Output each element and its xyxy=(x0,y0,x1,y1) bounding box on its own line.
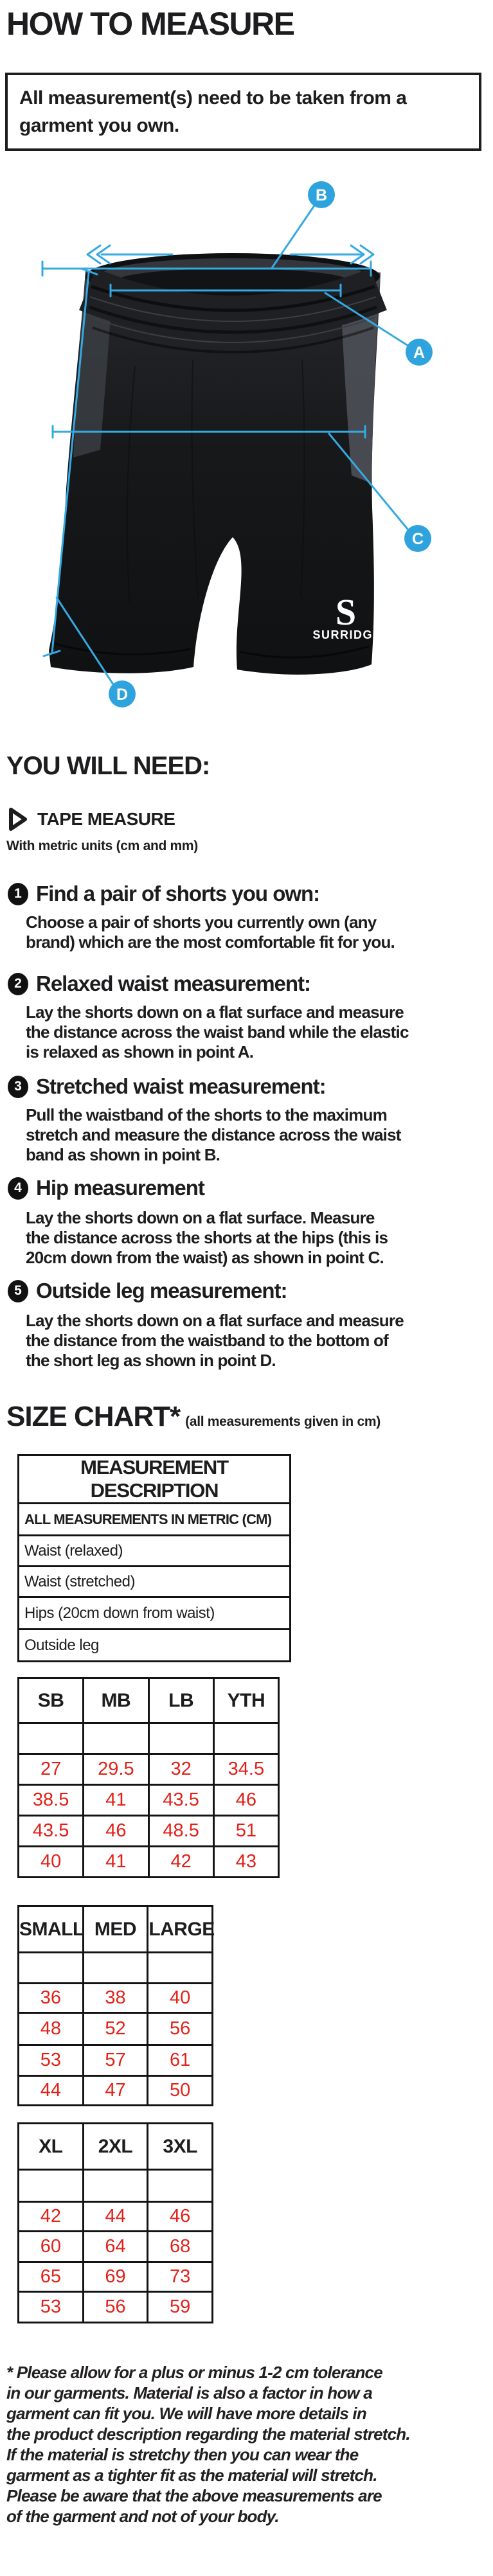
shorts-graphic xyxy=(49,253,382,675)
measurement-row: Waist (relaxed) xyxy=(19,1536,291,1567)
step-body-line: Choose a pair of shorts you currently own (any xyxy=(26,912,377,932)
step-3-number-badge: 3 xyxy=(8,1076,28,1098)
step-1-body xyxy=(26,912,395,952)
size-cell: 61 xyxy=(148,2045,213,2076)
disclaimer-text xyxy=(6,2362,410,2527)
size-cell: 52 xyxy=(83,2013,148,2045)
step-5-title: Outside leg measurement: xyxy=(36,1279,287,1302)
measurement-row: Outside leg xyxy=(19,1630,291,1662)
tape-measure-label: TAPE MEASURE xyxy=(37,809,175,829)
size-cell-empty xyxy=(19,1953,84,1984)
size-cell: 50 xyxy=(148,2076,213,2106)
size-cell-empty xyxy=(84,1723,148,1754)
step-body-line: Lay the shorts down on a flat surface and measure xyxy=(26,1002,404,1022)
notice-line: All measurement(s) need to be taken from a xyxy=(19,87,407,109)
size-cell: 43.5 xyxy=(148,1785,213,1816)
disclaimer-line: garment can fit you. We will have more details in xyxy=(6,2404,366,2423)
size-cell: 47 xyxy=(83,2076,148,2106)
size-cell: 56 xyxy=(83,2292,148,2323)
size-cell: 68 xyxy=(148,2232,213,2262)
disclaimer-line: garment as a tighter fit as the material will stretch. xyxy=(6,2465,377,2485)
size-col-header: MB xyxy=(84,1678,148,1723)
size-cell: 48.5 xyxy=(148,1816,213,1847)
size-chart-subtitle: (all measurements given in cm) xyxy=(185,1414,381,1429)
size-cell: 46 xyxy=(148,2202,213,2232)
size-cell: 59 xyxy=(148,2292,213,2323)
size-table-xl xyxy=(17,2122,213,2323)
size-cell: 48 xyxy=(19,2013,84,2045)
brand-wordmark: SURRIDGE xyxy=(312,628,382,641)
step-1-heading xyxy=(8,882,319,906)
size-cell: 64 xyxy=(83,2232,148,2262)
step-body-line: 20cm down from the waist) as shown in point C. xyxy=(26,1248,384,1267)
size-cell-empty xyxy=(213,1723,278,1754)
step-body-line: Lay the shorts down on a flat surface. Measure xyxy=(26,1208,375,1227)
size-col-header: YTH xyxy=(213,1678,278,1723)
size-cell-empty xyxy=(83,1953,148,1984)
table-header-cell: MEASUREMENT DESCRIPTION xyxy=(19,1455,291,1504)
size-cell-empty xyxy=(148,2170,213,2202)
size-cell: 40 xyxy=(148,1984,213,2013)
size-cell: 34.5 xyxy=(213,1754,278,1785)
point-d-label: D xyxy=(116,686,129,704)
step-body-line: the short leg as shown in point D. xyxy=(26,1351,276,1370)
measurement-row: Waist (stretched) xyxy=(19,1567,291,1597)
size-cell: 65 xyxy=(19,2262,84,2292)
step-4-title: Hip measurement xyxy=(36,1176,204,1200)
size-cell: 29.5 xyxy=(84,1754,148,1785)
size-cell: 44 xyxy=(19,2076,84,2106)
size-col-header: MED xyxy=(83,1906,148,1953)
size-cell-empty xyxy=(83,2170,148,2202)
size-cell: 27 xyxy=(19,1754,84,1785)
point-a-label: A xyxy=(413,344,426,362)
size-cell: 43.5 xyxy=(19,1816,84,1847)
step-4-body xyxy=(26,1208,388,1268)
size-cell: 57 xyxy=(83,2045,148,2076)
step-body-line: stretch and measure the distance across the waist xyxy=(26,1125,401,1144)
size-cell-empty xyxy=(19,1723,84,1754)
step-1-title: Find a pair of shorts you own: xyxy=(36,882,320,905)
size-cell: 51 xyxy=(213,1816,278,1847)
size-chart-heading xyxy=(6,1401,381,1433)
shorts-diagram xyxy=(0,154,493,720)
size-table-adult xyxy=(17,1905,213,2106)
size-col-header: 3XL xyxy=(148,2124,213,2170)
disclaimer-line: If the material is stretchy then you can wear the xyxy=(6,2445,359,2464)
size-col-header: SB xyxy=(19,1678,84,1723)
step-4-number-badge: 4 xyxy=(8,1177,28,1200)
notice-line: garment you own. xyxy=(19,115,179,136)
step-4-heading xyxy=(8,1176,204,1200)
disclaimer-line: Please be aware that the above measurements are xyxy=(6,2486,382,2505)
size-cell: 53 xyxy=(19,2045,84,2076)
step-body-line: band as shown in point B. xyxy=(26,1145,220,1164)
disclaimer-line: of the garment and not of your body. xyxy=(6,2507,279,2526)
point-b-label: B xyxy=(315,186,328,204)
point-c-label: C xyxy=(411,530,424,548)
size-cell: 41 xyxy=(84,1785,148,1816)
size-chart-title: SIZE CHART* xyxy=(6,1401,181,1432)
table-subheader-cell: ALL MEASUREMENTS IN METRIC (CM) xyxy=(19,1504,291,1536)
step-body-line: the distance across the waist band while the elastic xyxy=(26,1022,409,1042)
disclaimer-line: the product description regarding the material stretch. xyxy=(6,2424,410,2444)
disclaimer-line: in our garments. Material is also a factor in how a xyxy=(6,2383,372,2403)
size-cell: 60 xyxy=(19,2232,84,2262)
step-3-body xyxy=(26,1105,401,1165)
step-body-line: the distance from the waistband to the bottom of xyxy=(26,1331,388,1350)
tape-measure-item xyxy=(8,807,175,831)
step-5-heading xyxy=(8,1279,287,1303)
step-2-number-badge: 2 xyxy=(8,973,28,995)
step-3-title: Stretched waist measurement: xyxy=(36,1074,326,1098)
step-3-heading xyxy=(8,1074,326,1099)
disclaimer-line: * Please allow for a plus or minus 1-2 cm tolerance xyxy=(6,2363,382,2382)
size-cell: 32 xyxy=(148,1754,213,1785)
tape-measure-note: With metric units (cm and mm) xyxy=(6,839,198,853)
size-col-header: SMALL xyxy=(19,1906,84,1953)
size-cell: 42 xyxy=(148,1847,213,1878)
step-body-line: is relaxed as shown in point A. xyxy=(26,1042,254,1061)
notice-box xyxy=(5,73,481,151)
step-1-number-badge: 1 xyxy=(8,883,28,905)
step-body-line: Lay the shorts down on a flat surface and measure xyxy=(26,1311,404,1330)
size-cell-empty xyxy=(148,1953,213,1984)
size-col-header: XL xyxy=(19,2124,84,2170)
step-2-body xyxy=(26,1002,409,1062)
step-2-heading xyxy=(8,972,310,996)
step-body-line: the distance across the shorts at the hips (this is xyxy=(26,1228,388,1247)
size-cell: 44 xyxy=(83,2202,148,2232)
size-cell: 73 xyxy=(148,2262,213,2292)
size-col-header: 2XL xyxy=(83,2124,148,2170)
measurement-description-table xyxy=(17,1454,291,1662)
size-cell-empty xyxy=(148,1723,213,1754)
size-cell: 38 xyxy=(83,1984,148,2013)
you-will-need-heading: YOU WILL NEED: xyxy=(6,752,210,780)
size-cell: 69 xyxy=(83,2262,148,2292)
size-cell: 46 xyxy=(213,1785,278,1816)
size-cell: 40 xyxy=(19,1847,84,1878)
size-cell: 38.5 xyxy=(19,1785,84,1816)
size-table-youth xyxy=(17,1677,280,1878)
size-cell: 53 xyxy=(19,2292,84,2323)
step-5-body xyxy=(26,1311,404,1371)
measurement-row: Hips (20cm down from waist) xyxy=(19,1597,291,1630)
brand-monogram: S xyxy=(335,591,357,633)
size-col-header: LARGE xyxy=(148,1906,213,1953)
size-cell-empty xyxy=(19,2170,84,2202)
step-body-line: brand) which are the most comfortable fit for you. xyxy=(26,932,395,952)
size-col-header: LB xyxy=(148,1678,213,1723)
step-2-title: Relaxed waist measurement: xyxy=(36,972,311,995)
size-cell: 42 xyxy=(19,2202,84,2232)
step-body-line: Pull the waistband of the shorts to the maximum xyxy=(26,1105,387,1124)
size-cell: 36 xyxy=(19,1984,84,2013)
size-cell: 43 xyxy=(213,1847,278,1878)
play-triangle-icon xyxy=(8,807,28,831)
size-cell: 56 xyxy=(148,2013,213,2045)
size-cell: 41 xyxy=(84,1847,148,1878)
step-5-number-badge: 5 xyxy=(8,1280,28,1302)
size-cell: 46 xyxy=(84,1816,148,1847)
page-title: HOW TO MEASURE xyxy=(6,6,294,42)
